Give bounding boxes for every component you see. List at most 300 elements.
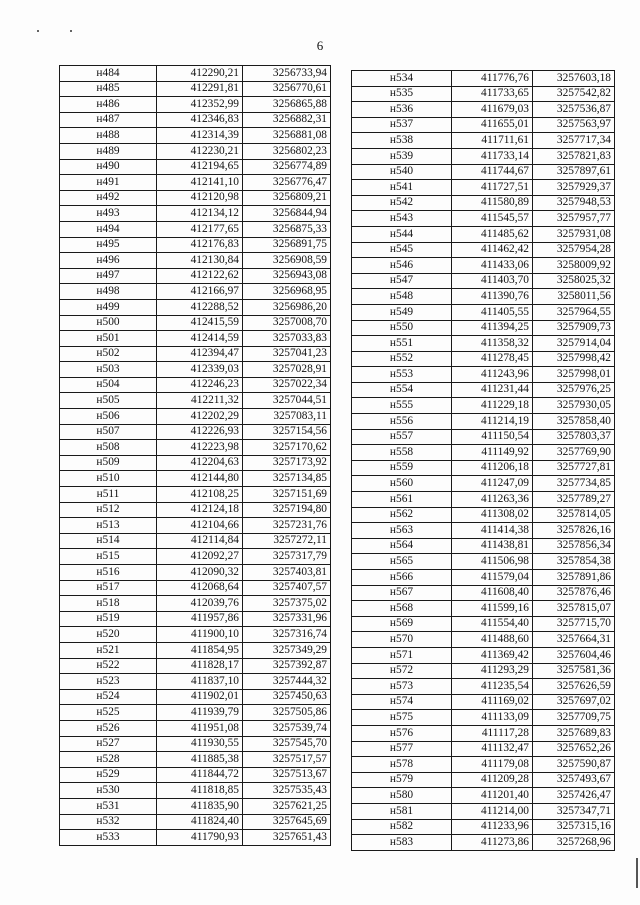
x-coordinate-cell: 411844,72 [157, 767, 243, 783]
x-coordinate-cell: 411231,44 [452, 382, 533, 398]
x-coordinate-cell: 411854,95 [157, 642, 243, 658]
point-id-cell: н484 [60, 66, 157, 82]
y-coordinate-cell: 3257998,01 [533, 367, 615, 383]
y-coordinate-cell: 3257856,34 [533, 538, 615, 554]
table-row [60, 502, 331, 518]
x-coordinate-cell: 411247,09 [452, 476, 533, 492]
y-coordinate-cell: 3257194,80 [243, 502, 331, 518]
y-coordinate-cell: 3257929,37 [533, 180, 615, 196]
x-coordinate-cell: 411506,98 [452, 554, 533, 570]
x-coordinate-cell: 411133,09 [452, 710, 533, 726]
y-coordinate-cell: 3257957,77 [533, 211, 615, 227]
y-coordinate-cell: 3257769,90 [533, 445, 615, 461]
point-id-cell: н507 [60, 424, 157, 440]
x-coordinate-cell: 412291,81 [157, 81, 243, 97]
table-body [352, 71, 615, 851]
y-coordinate-cell: 3257151,69 [243, 487, 331, 503]
y-coordinate-cell: 3257392,87 [243, 658, 331, 674]
point-id-cell: н518 [60, 596, 157, 612]
table-row [60, 284, 331, 300]
x-coordinate-cell: 412346,83 [157, 112, 243, 128]
table-row [60, 689, 331, 705]
x-coordinate-cell: 412092,27 [157, 549, 243, 565]
y-coordinate-cell: 3257814,05 [533, 507, 615, 523]
y-coordinate-cell: 3257854,38 [533, 554, 615, 570]
point-id-cell: н581 [352, 803, 452, 819]
table-row [60, 720, 331, 736]
y-coordinate-cell: 3257272,11 [243, 533, 331, 549]
y-coordinate-cell: 3257858,40 [533, 414, 615, 430]
x-coordinate-cell: 411405,55 [452, 304, 533, 320]
table-row [60, 393, 331, 409]
y-coordinate-cell: 3257717,34 [533, 133, 615, 149]
x-coordinate-cell: 411599,16 [452, 601, 533, 617]
x-coordinate-cell: 412090,32 [157, 565, 243, 581]
y-coordinate-cell: 3257407,57 [243, 580, 331, 596]
x-coordinate-cell: 411733,14 [452, 148, 533, 164]
point-id-cell: н558 [352, 445, 452, 461]
table-row [60, 362, 331, 378]
point-id-cell: н494 [60, 221, 157, 237]
x-coordinate-cell: 411790,93 [157, 830, 243, 846]
table-row [352, 336, 615, 352]
table-row [352, 414, 615, 430]
point-id-cell: н576 [352, 725, 452, 741]
y-coordinate-cell: 3257931,08 [533, 226, 615, 242]
y-coordinate-cell: 3257170,62 [243, 440, 331, 456]
y-coordinate-cell: 3257651,43 [243, 830, 331, 846]
y-coordinate-cell: 3257626,59 [533, 679, 615, 695]
y-coordinate-cell: 3256908,59 [243, 253, 331, 269]
y-coordinate-cell: 3257535,43 [243, 783, 331, 799]
point-id-cell: н487 [60, 112, 157, 128]
y-coordinate-cell: 3257914,04 [533, 336, 615, 352]
x-coordinate-cell: 412104,66 [157, 518, 243, 534]
x-coordinate-cell: 411132,47 [452, 741, 533, 757]
y-coordinate-cell: 3257697,02 [533, 694, 615, 710]
y-coordinate-cell: 3257426,47 [533, 788, 615, 804]
table-row [352, 663, 615, 679]
x-coordinate-cell: 411580,89 [452, 195, 533, 211]
x-coordinate-cell: 412394,47 [157, 346, 243, 362]
point-id-cell: н485 [60, 81, 157, 97]
point-id-cell: н559 [352, 460, 452, 476]
y-coordinate-cell: 3257909,73 [533, 320, 615, 336]
point-id-cell: н535 [352, 86, 452, 102]
table-row [60, 752, 331, 768]
table-row [60, 299, 331, 315]
point-id-cell: н569 [352, 616, 452, 632]
point-id-cell: н533 [60, 830, 157, 846]
point-id-cell: н548 [352, 289, 452, 305]
point-id-cell: н508 [60, 440, 157, 456]
point-id-cell: н570 [352, 632, 452, 648]
point-id-cell: н568 [352, 601, 452, 617]
table-row [352, 258, 615, 274]
point-id-cell: н564 [352, 538, 452, 554]
point-id-cell: н563 [352, 523, 452, 539]
table-row [352, 133, 615, 149]
point-id-cell: н574 [352, 694, 452, 710]
y-coordinate-cell: 3256943,08 [243, 268, 331, 284]
x-coordinate-cell: 411655,01 [452, 117, 533, 133]
y-coordinate-cell: 3257542,82 [533, 86, 615, 102]
y-coordinate-cell: 3257022,34 [243, 377, 331, 393]
table-row [352, 710, 615, 726]
point-id-cell: н571 [352, 647, 452, 663]
y-coordinate-cell: 3257536,87 [533, 102, 615, 118]
y-coordinate-cell: 3256774,89 [243, 159, 331, 175]
table-row [60, 767, 331, 783]
point-id-cell: н525 [60, 705, 157, 721]
x-coordinate-cell: 411488,60 [452, 632, 533, 648]
point-id-cell: н554 [352, 382, 452, 398]
x-coordinate-cell: 411169,02 [452, 694, 533, 710]
y-coordinate-cell: 3257154,56 [243, 424, 331, 440]
table-row [352, 772, 615, 788]
table-row [352, 398, 615, 414]
x-coordinate-cell: 412226,93 [157, 424, 243, 440]
y-coordinate-cell: 3257513,67 [243, 767, 331, 783]
point-id-cell: н556 [352, 414, 452, 430]
y-coordinate-cell: 3257803,37 [533, 429, 615, 445]
x-coordinate-cell: 411369,42 [452, 647, 533, 663]
point-id-cell: н521 [60, 642, 157, 658]
x-coordinate-cell: 412141,10 [157, 175, 243, 191]
x-coordinate-cell: 412415,59 [157, 315, 243, 331]
table-row [352, 601, 615, 617]
x-coordinate-cell: 411179,08 [452, 757, 533, 773]
y-coordinate-cell: 3258009,92 [533, 258, 615, 274]
y-coordinate-cell: 3257450,63 [243, 689, 331, 705]
x-coordinate-cell: 411403,70 [452, 273, 533, 289]
x-coordinate-cell: 412314,39 [157, 128, 243, 144]
y-coordinate-cell: 3257008,70 [243, 315, 331, 331]
point-id-cell: н538 [352, 133, 452, 149]
point-id-cell: н546 [352, 258, 452, 274]
x-coordinate-cell: 411278,45 [452, 351, 533, 367]
x-coordinate-cell: 411308,02 [452, 507, 533, 523]
y-coordinate-cell: 3257375,02 [243, 596, 331, 612]
y-coordinate-cell: 3257581,36 [533, 663, 615, 679]
x-coordinate-cell: 412177,65 [157, 221, 243, 237]
x-coordinate-cell: 411727,51 [452, 180, 533, 196]
point-id-cell: н565 [352, 554, 452, 570]
point-id-cell: н582 [352, 819, 452, 835]
y-coordinate-cell: 3257734,85 [533, 476, 615, 492]
table-row [352, 242, 615, 258]
x-coordinate-cell: 411438,81 [452, 538, 533, 554]
x-coordinate-cell: 411233,96 [452, 819, 533, 835]
point-id-cell: н509 [60, 455, 157, 471]
y-coordinate-cell: 3257173,92 [243, 455, 331, 471]
point-id-cell: н543 [352, 211, 452, 227]
x-coordinate-cell: 411885,38 [157, 752, 243, 768]
x-coordinate-cell: 412144,80 [157, 471, 243, 487]
point-id-cell: н492 [60, 190, 157, 206]
table-row [352, 304, 615, 320]
y-coordinate-cell: 3257821,83 [533, 148, 615, 164]
x-coordinate-cell: 412288,52 [157, 299, 243, 315]
point-id-cell: н491 [60, 175, 157, 191]
x-coordinate-cell: 411579,04 [452, 570, 533, 586]
table-row [60, 549, 331, 565]
y-coordinate-cell: 3257948,53 [533, 195, 615, 211]
y-coordinate-cell: 3256776,47 [243, 175, 331, 191]
x-coordinate-cell: 411390,76 [452, 289, 533, 305]
table-row [60, 206, 331, 222]
x-coordinate-cell: 411711,61 [452, 133, 533, 149]
point-id-cell: н540 [352, 164, 452, 180]
y-coordinate-cell: 3257815,07 [533, 601, 615, 617]
point-id-cell: н511 [60, 487, 157, 503]
point-id-cell: н560 [352, 476, 452, 492]
y-coordinate-cell: 3257826,16 [533, 523, 615, 539]
point-id-cell: н512 [60, 502, 157, 518]
point-id-cell: н529 [60, 767, 157, 783]
table-row [60, 565, 331, 581]
table-row [352, 819, 615, 835]
x-coordinate-cell: 412202,29 [157, 409, 243, 425]
y-coordinate-cell: 3256882,31 [243, 112, 331, 128]
x-coordinate-cell: 412211,32 [157, 393, 243, 409]
x-coordinate-cell: 412108,25 [157, 487, 243, 503]
x-coordinate-cell: 412339,03 [157, 362, 243, 378]
y-coordinate-cell: 3257134,85 [243, 471, 331, 487]
table-row [60, 175, 331, 191]
table-row [352, 429, 615, 445]
x-coordinate-cell: 411545,57 [452, 211, 533, 227]
point-id-cell: н498 [60, 284, 157, 300]
point-id-cell: н510 [60, 471, 157, 487]
table-row [60, 190, 331, 206]
x-coordinate-cell: 411608,40 [452, 585, 533, 601]
point-id-cell: н536 [352, 102, 452, 118]
y-coordinate-cell: 3256802,23 [243, 143, 331, 159]
coordinates-table-left [59, 65, 331, 846]
table-row [60, 658, 331, 674]
point-id-cell: н490 [60, 159, 157, 175]
y-coordinate-cell: 3257603,18 [533, 71, 615, 87]
x-coordinate-cell: 411263,36 [452, 492, 533, 508]
table-row [60, 128, 331, 144]
table-row [60, 814, 331, 830]
y-coordinate-cell: 3256733,94 [243, 66, 331, 82]
x-coordinate-cell: 411828,17 [157, 658, 243, 674]
y-coordinate-cell: 3257954,28 [533, 242, 615, 258]
x-coordinate-cell: 411273,86 [452, 835, 533, 851]
point-id-cell: н550 [352, 320, 452, 336]
table-row [352, 788, 615, 804]
y-coordinate-cell: 3257621,25 [243, 798, 331, 814]
x-coordinate-cell: 412122,62 [157, 268, 243, 284]
table-row [352, 445, 615, 461]
point-id-cell: н539 [352, 148, 452, 164]
table-row [60, 580, 331, 596]
y-coordinate-cell: 3256968,95 [243, 284, 331, 300]
table-row [352, 725, 615, 741]
point-id-cell: н532 [60, 814, 157, 830]
y-coordinate-cell: 3257028,91 [243, 362, 331, 378]
point-id-cell: н489 [60, 143, 157, 159]
point-id-cell: н515 [60, 549, 157, 565]
point-id-cell: н528 [60, 752, 157, 768]
table-row [60, 596, 331, 612]
scan-edge-mark [636, 858, 638, 888]
x-coordinate-cell: 412068,64 [157, 580, 243, 596]
point-id-cell: н583 [352, 835, 452, 851]
y-coordinate-cell: 3257493,67 [533, 772, 615, 788]
point-id-cell: н544 [352, 226, 452, 242]
y-coordinate-cell: 3257998,42 [533, 351, 615, 367]
y-coordinate-cell: 3257727,81 [533, 460, 615, 476]
point-id-cell: н577 [352, 741, 452, 757]
x-coordinate-cell: 411293,29 [452, 663, 533, 679]
y-coordinate-cell: 3257347,71 [533, 803, 615, 819]
y-coordinate-cell: 3257689,83 [533, 725, 615, 741]
y-coordinate-cell: 3257403,81 [243, 565, 331, 581]
x-coordinate-cell: 411679,03 [452, 102, 533, 118]
x-coordinate-cell: 411150,54 [452, 429, 533, 445]
point-id-cell: н517 [60, 580, 157, 596]
y-coordinate-cell: 3257041,23 [243, 346, 331, 362]
table-row [60, 705, 331, 721]
table-row [60, 783, 331, 799]
table-row [352, 195, 615, 211]
x-coordinate-cell: 411939,79 [157, 705, 243, 721]
x-coordinate-cell: 411902,01 [157, 689, 243, 705]
x-coordinate-cell: 411243,96 [452, 367, 533, 383]
point-id-cell: н520 [60, 627, 157, 643]
x-coordinate-cell: 412120,98 [157, 190, 243, 206]
x-coordinate-cell: 411824,40 [157, 814, 243, 830]
y-coordinate-cell: 3257268,96 [533, 835, 615, 851]
x-coordinate-cell: 411744,67 [452, 164, 533, 180]
point-id-cell: н575 [352, 710, 452, 726]
table-row [60, 830, 331, 846]
table-row [60, 533, 331, 549]
table-row [60, 81, 331, 97]
point-id-cell: н506 [60, 409, 157, 425]
table-row [60, 315, 331, 331]
point-id-cell: н534 [352, 71, 452, 87]
point-id-cell: н527 [60, 736, 157, 752]
x-coordinate-cell: 411837,10 [157, 674, 243, 690]
point-id-cell: н497 [60, 268, 157, 284]
table-row [60, 440, 331, 456]
point-id-cell: н541 [352, 180, 452, 196]
point-id-cell: н531 [60, 798, 157, 814]
point-id-cell: н552 [352, 351, 452, 367]
y-coordinate-cell: 3257331,96 [243, 611, 331, 627]
table-row [60, 97, 331, 113]
coordinates-table-right [351, 70, 615, 851]
x-coordinate-cell: 412246,23 [157, 377, 243, 393]
table-row [352, 679, 615, 695]
x-coordinate-cell: 412223,98 [157, 440, 243, 456]
point-id-cell: н580 [352, 788, 452, 804]
point-id-cell: н537 [352, 117, 452, 133]
y-coordinate-cell: 3257545,70 [243, 736, 331, 752]
point-id-cell: н578 [352, 757, 452, 773]
table-row [352, 507, 615, 523]
y-coordinate-cell: 3257231,76 [243, 518, 331, 534]
y-coordinate-cell: 3256809,21 [243, 190, 331, 206]
point-id-cell: н526 [60, 720, 157, 736]
y-coordinate-cell: 3257517,57 [243, 752, 331, 768]
point-id-cell: н561 [352, 492, 452, 508]
y-coordinate-cell: 3257876,46 [533, 585, 615, 601]
x-coordinate-cell: 412134,12 [157, 206, 243, 222]
point-id-cell: н503 [60, 362, 157, 378]
point-id-cell: н486 [60, 97, 157, 113]
point-id-cell: н500 [60, 315, 157, 331]
point-id-cell: н545 [352, 242, 452, 258]
y-coordinate-cell: 3256844,94 [243, 206, 331, 222]
table-row [60, 159, 331, 175]
x-coordinate-cell: 411951,08 [157, 720, 243, 736]
table-row [352, 102, 615, 118]
x-coordinate-cell: 412414,59 [157, 331, 243, 347]
table-row [60, 518, 331, 534]
y-coordinate-cell: 3257563,97 [533, 117, 615, 133]
x-coordinate-cell: 411957,86 [157, 611, 243, 627]
table-row [352, 835, 615, 851]
point-id-cell: н504 [60, 377, 157, 393]
point-id-cell: н513 [60, 518, 157, 534]
table-row [60, 346, 331, 362]
point-id-cell: н567 [352, 585, 452, 601]
point-id-cell: н557 [352, 429, 452, 445]
y-coordinate-cell: 3258025,32 [533, 273, 615, 289]
table-row [60, 66, 331, 82]
table-row [352, 320, 615, 336]
x-coordinate-cell: 412176,83 [157, 237, 243, 253]
y-coordinate-cell: 3256891,75 [243, 237, 331, 253]
table-row [352, 351, 615, 367]
y-coordinate-cell: 3256875,33 [243, 221, 331, 237]
y-coordinate-cell: 3256770,61 [243, 81, 331, 97]
point-id-cell: н579 [352, 772, 452, 788]
table-row [60, 736, 331, 752]
x-coordinate-cell: 411900,10 [157, 627, 243, 643]
point-id-cell: н530 [60, 783, 157, 799]
table-body [60, 66, 331, 846]
table-row [352, 554, 615, 570]
table-row [352, 570, 615, 586]
table-row [352, 180, 615, 196]
table-row [60, 487, 331, 503]
table-row [352, 647, 615, 663]
point-id-cell: н562 [352, 507, 452, 523]
table-row [352, 164, 615, 180]
table-row [60, 409, 331, 425]
x-coordinate-cell: 411206,18 [452, 460, 533, 476]
y-coordinate-cell: 3257789,27 [533, 492, 615, 508]
table-row [352, 211, 615, 227]
y-coordinate-cell: 3256865,88 [243, 97, 331, 113]
table-row [60, 253, 331, 269]
table-row [60, 331, 331, 347]
y-coordinate-cell: 3257604,46 [533, 647, 615, 663]
y-coordinate-cell: 3257349,29 [243, 642, 331, 658]
page-number: 6 [316, 38, 324, 53]
y-coordinate-cell: 3256881,08 [243, 128, 331, 144]
point-id-cell: н496 [60, 253, 157, 269]
x-coordinate-cell: 411358,32 [452, 336, 533, 352]
table-row [352, 523, 615, 539]
y-coordinate-cell: 3257315,16 [533, 819, 615, 835]
